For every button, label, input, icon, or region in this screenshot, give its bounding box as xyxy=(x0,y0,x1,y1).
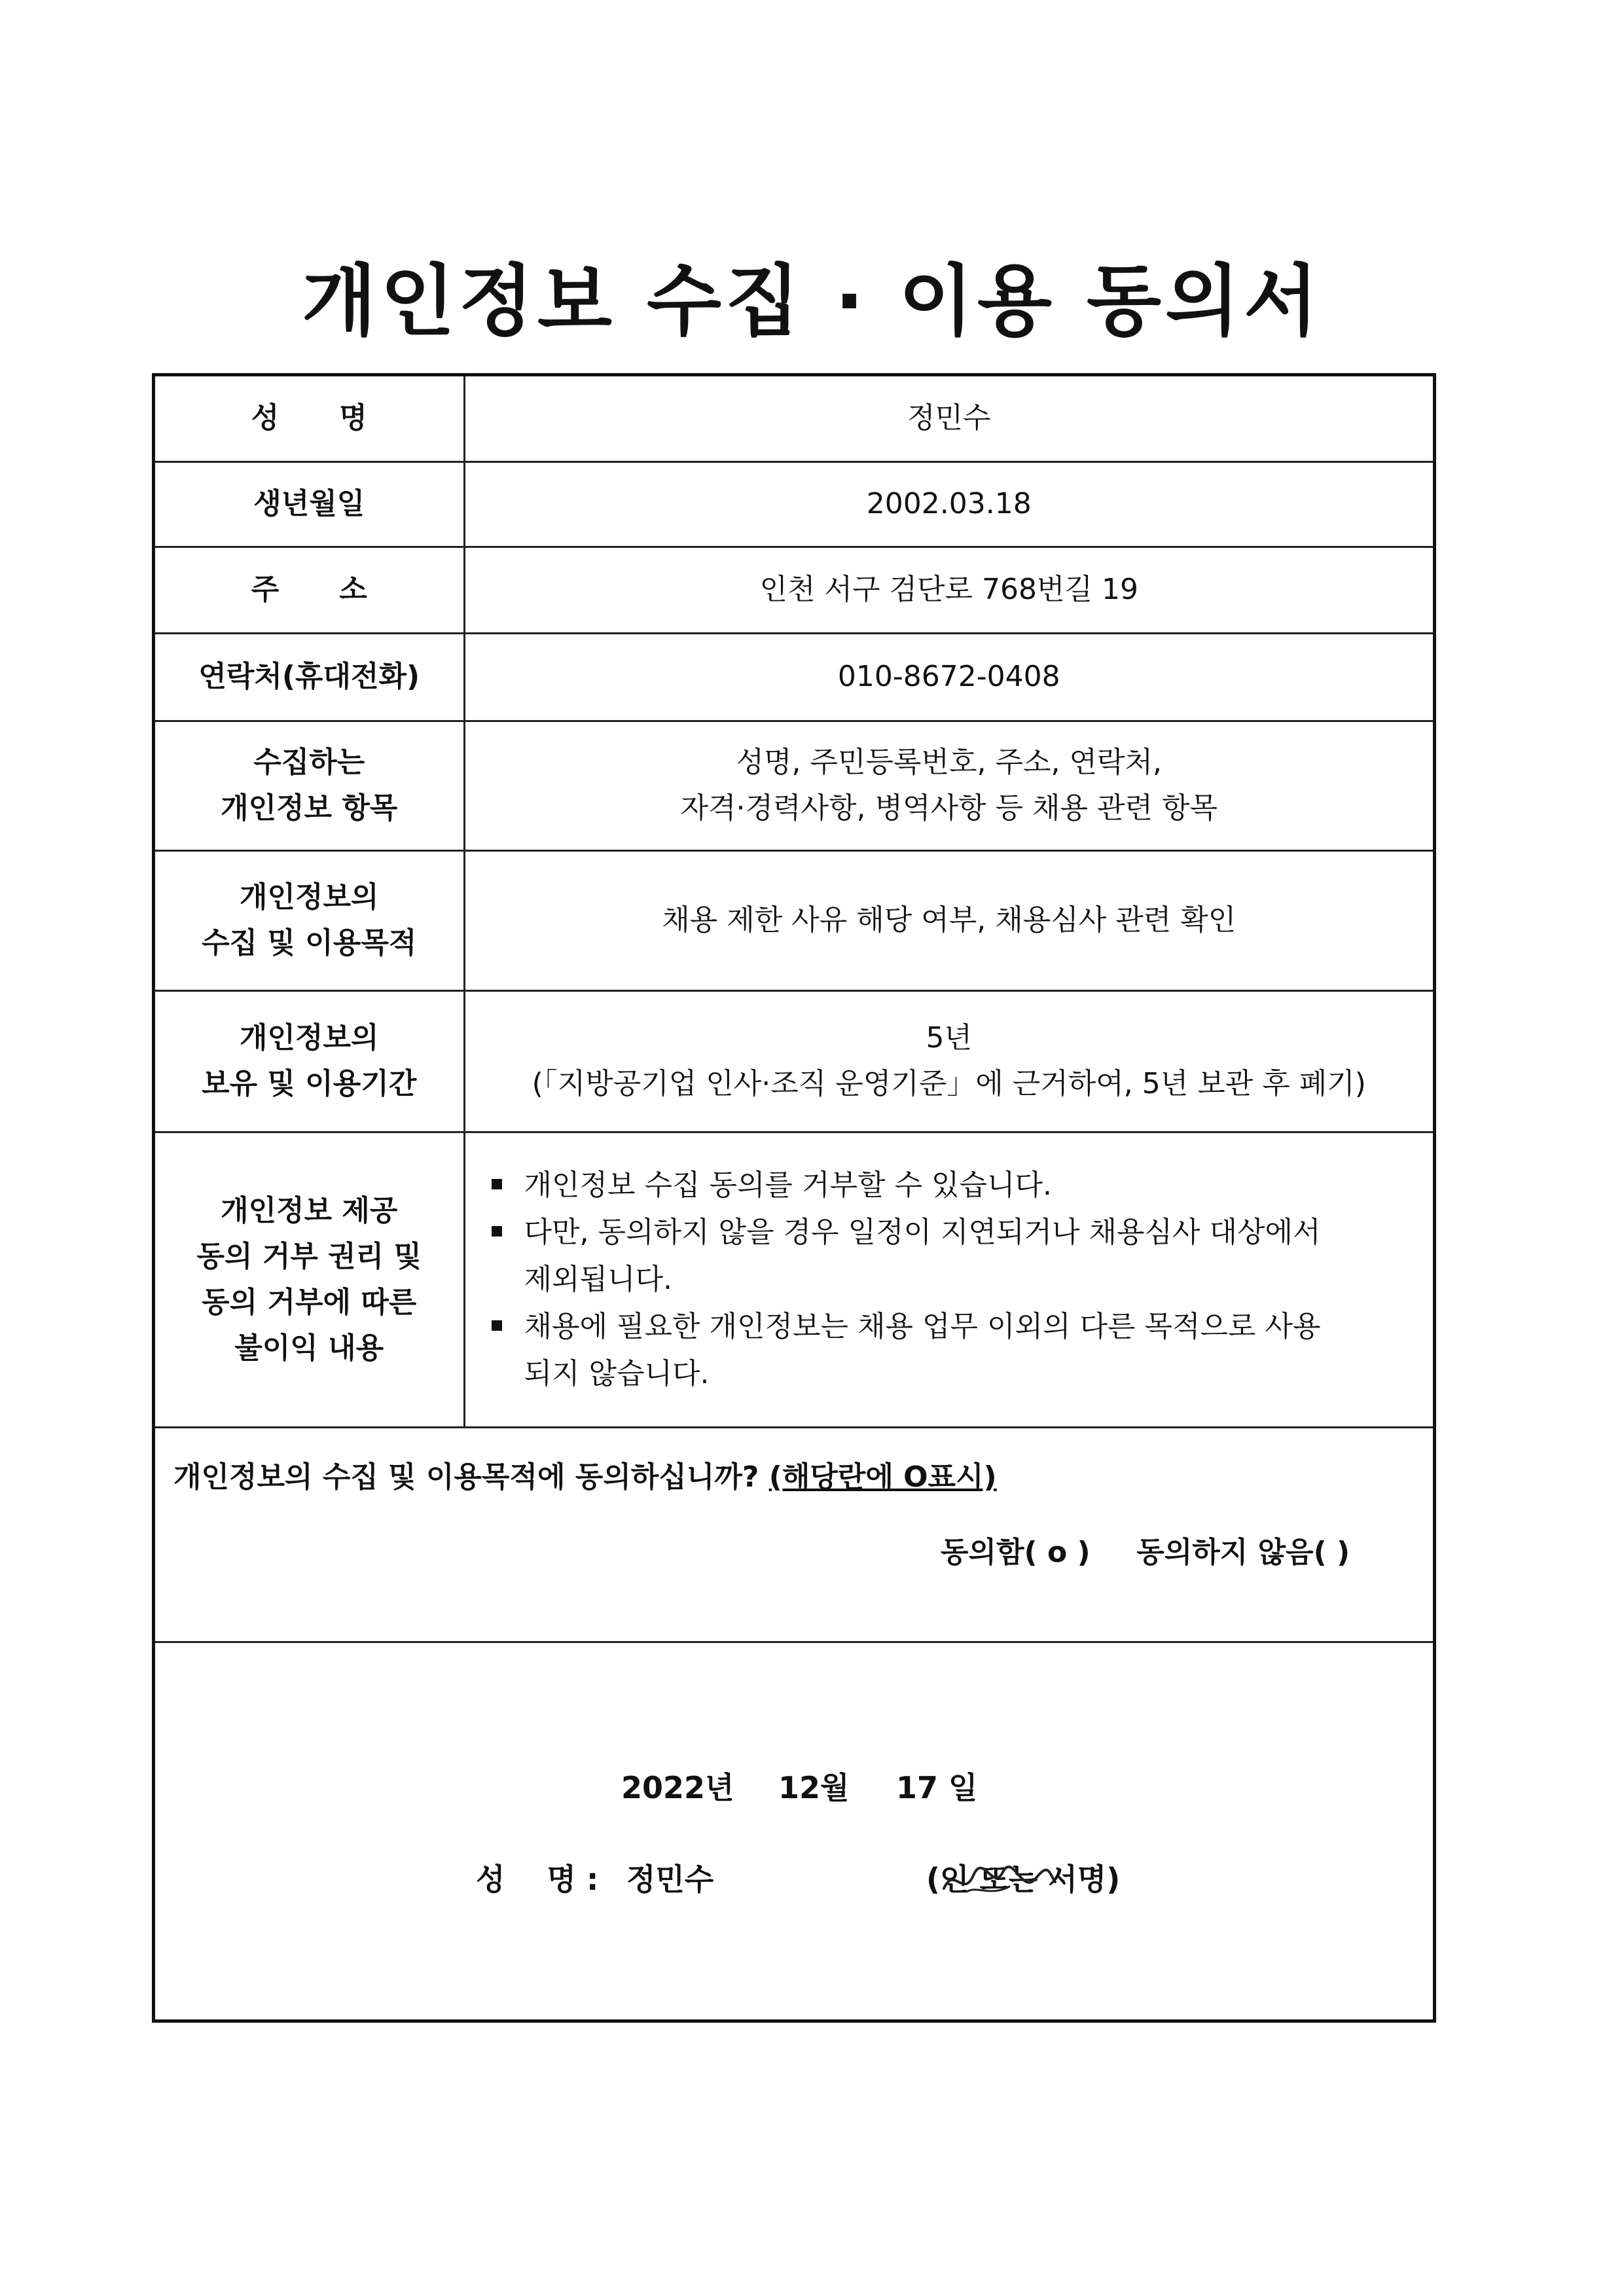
label-birthdate: 생년월일 xyxy=(155,461,464,547)
square-bullet-icon xyxy=(492,1179,502,1189)
row-name xyxy=(155,376,1433,461)
label-phone: 연락처(휴대전화) xyxy=(155,633,464,721)
row-retention xyxy=(155,990,1433,1132)
value-birthdate: 2002.03.18 xyxy=(464,461,1433,547)
consent-question-note: (해당란에 O표시) xyxy=(768,1460,997,1494)
value-collected-items: 성명, 주민등록번호, 주소, 연락처, 자격·경력사항, 병역사항 등 채용 관련 항목 xyxy=(464,721,1433,850)
signature-label: 성 명 : xyxy=(476,1862,599,1897)
document-title: 개인정보 수집 · 이용 동의서 xyxy=(301,256,1323,346)
handwritten-signature xyxy=(931,1852,1062,1905)
date-year: 2022년 xyxy=(621,1770,734,1805)
bullet-item: 채용에 필요한 개인정보는 채용 업무 이외의 다른 목적으로 사용 되지 않습니다. xyxy=(485,1303,1434,1398)
label-collected-items: 수집하는 개인정보 항목 xyxy=(155,721,464,850)
row-collected-items xyxy=(155,721,1433,850)
square-bullet-icon xyxy=(492,1320,502,1331)
consent-form xyxy=(152,373,1436,2023)
label-address: 주 소 xyxy=(155,547,464,633)
row-purpose xyxy=(155,850,1433,990)
value-address: 인천 서구 검단로 768번길 19 xyxy=(464,547,1433,633)
signature-name: 정민수 xyxy=(626,1862,714,1897)
value-name: 정민수 xyxy=(464,376,1433,461)
consent-answer xyxy=(941,1528,1350,1570)
value-phone: 010-8672-0408 xyxy=(464,633,1433,721)
value-purpose: 채용 제한 사유 해당 여부, 채용심사 관련 확인 xyxy=(464,850,1433,990)
consent-question: 개인정보의 수집 및 이용목적에 동의하십니까? (해당란에 O표시) xyxy=(173,1460,997,1494)
label-name: 성 명 xyxy=(155,376,464,461)
date-day: 17 일 xyxy=(896,1770,978,1805)
bullet-item: 다만, 동의하지 않을 경우 일정이 지연되거나 채용심사 대상에서 제외됩니다. xyxy=(485,1209,1434,1303)
row-refusal-rights xyxy=(155,1132,1433,1427)
value-retention: 5년 (「지방공기업 인사·조직 운영기준」에 근거하여, 5년 보관 후 폐기) xyxy=(464,990,1433,1132)
date-month: 12월 xyxy=(778,1770,850,1805)
section-divider xyxy=(155,1641,1433,1643)
label-purpose: 개인정보의 수집 및 이용목적 xyxy=(155,850,464,990)
row-phone xyxy=(155,633,1433,721)
info-table xyxy=(155,376,1433,1428)
disagree-option: 동의하지 않음( ) xyxy=(1136,1536,1350,1569)
bullet-item: 개인정보 수집 동의를 거부할 수 있습니다. xyxy=(485,1162,1434,1209)
agree-option: 동의함( o ) xyxy=(941,1536,1091,1569)
value-refusal-rights xyxy=(464,1132,1433,1427)
square-bullet-icon xyxy=(492,1226,502,1237)
row-address xyxy=(155,547,1433,633)
label-retention: 개인정보의 보유 및 이용기간 xyxy=(155,990,464,1132)
signature-seal-label: (인 또는 서명) xyxy=(926,1862,1121,1897)
row-birthdate xyxy=(155,461,1433,547)
label-refusal-rights: 개인정보 제공 동의 거부 권리 및 동의 거부에 따른 불이익 내용 xyxy=(155,1132,464,1427)
